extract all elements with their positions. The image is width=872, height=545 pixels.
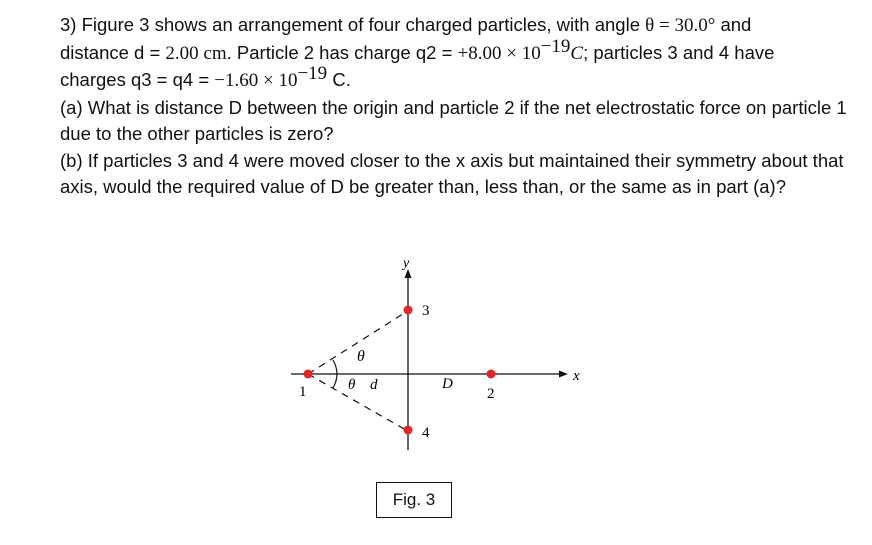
y-axis-label: y	[403, 256, 410, 271]
distance-label: distance d =	[60, 41, 166, 63]
q34-value: −1.60 × 10	[214, 70, 298, 91]
particle-1-label: 1	[299, 384, 307, 400]
problem-line-2	[60, 35, 850, 68]
particle-2	[487, 370, 496, 379]
particle-1	[304, 370, 313, 379]
theta-upper-label: θ	[357, 348, 365, 365]
part-a-question: (a) What is distance D between the origin and particle 2 if the net electrostatic force on particle 1 due to the other particles is zero?	[60, 96, 847, 144]
part-b-question: (b) If particles 3 and 4 were moved closer to the x axis but maintained their symmetry about that axis, would the required value of D be greater than, less than, or the same as in part (a)?	[60, 149, 844, 197]
particle-4-label: 4	[422, 425, 430, 441]
q2-value: +8.00 × 10	[457, 42, 541, 64]
dashed-line-1-to-4	[308, 374, 406, 430]
q34-label: charges q3 = q4 =	[60, 69, 215, 90]
problem-connector-and: and	[715, 14, 752, 35]
theta-symbol: θ	[645, 15, 655, 36]
particle-3	[404, 306, 413, 315]
distance-D-label: D	[442, 376, 453, 392]
problem-line-3	[60, 62, 850, 95]
q34-unit: C.	[327, 69, 351, 90]
angle-arc-upper	[333, 360, 337, 374]
problem-statement	[60, 12, 850, 201]
distance-d-label: d	[370, 377, 378, 393]
angle-arc-lower	[333, 374, 337, 388]
x-axis-label: x	[573, 368, 580, 384]
q34-intro: ; particles 3 and 4 have	[583, 41, 775, 63]
q2-label: . Particle 2 has charge q2 =	[226, 41, 458, 63]
particle-2-label: 2	[487, 386, 495, 402]
problem-intro-text: 3) Figure 3 shows an arrangement of four charged particles, with angle	[60, 14, 646, 35]
particle-3-label: 3	[422, 303, 430, 319]
particle-4	[404, 426, 413, 435]
x-axis-arrowhead	[559, 371, 568, 378]
q2-exponent: −19	[540, 35, 571, 57]
theta-lower-label: θ	[348, 377, 356, 393]
theta-value: = 30.0°	[654, 15, 716, 36]
figure-3-diagram	[275, 250, 595, 450]
figure-caption: Fig. 3	[376, 482, 452, 518]
q34-exponent: −19	[297, 62, 328, 84]
problem-line-1	[60, 12, 850, 40]
distance-value: 2.00 cm	[165, 42, 227, 64]
q2-unit: C	[570, 42, 584, 64]
